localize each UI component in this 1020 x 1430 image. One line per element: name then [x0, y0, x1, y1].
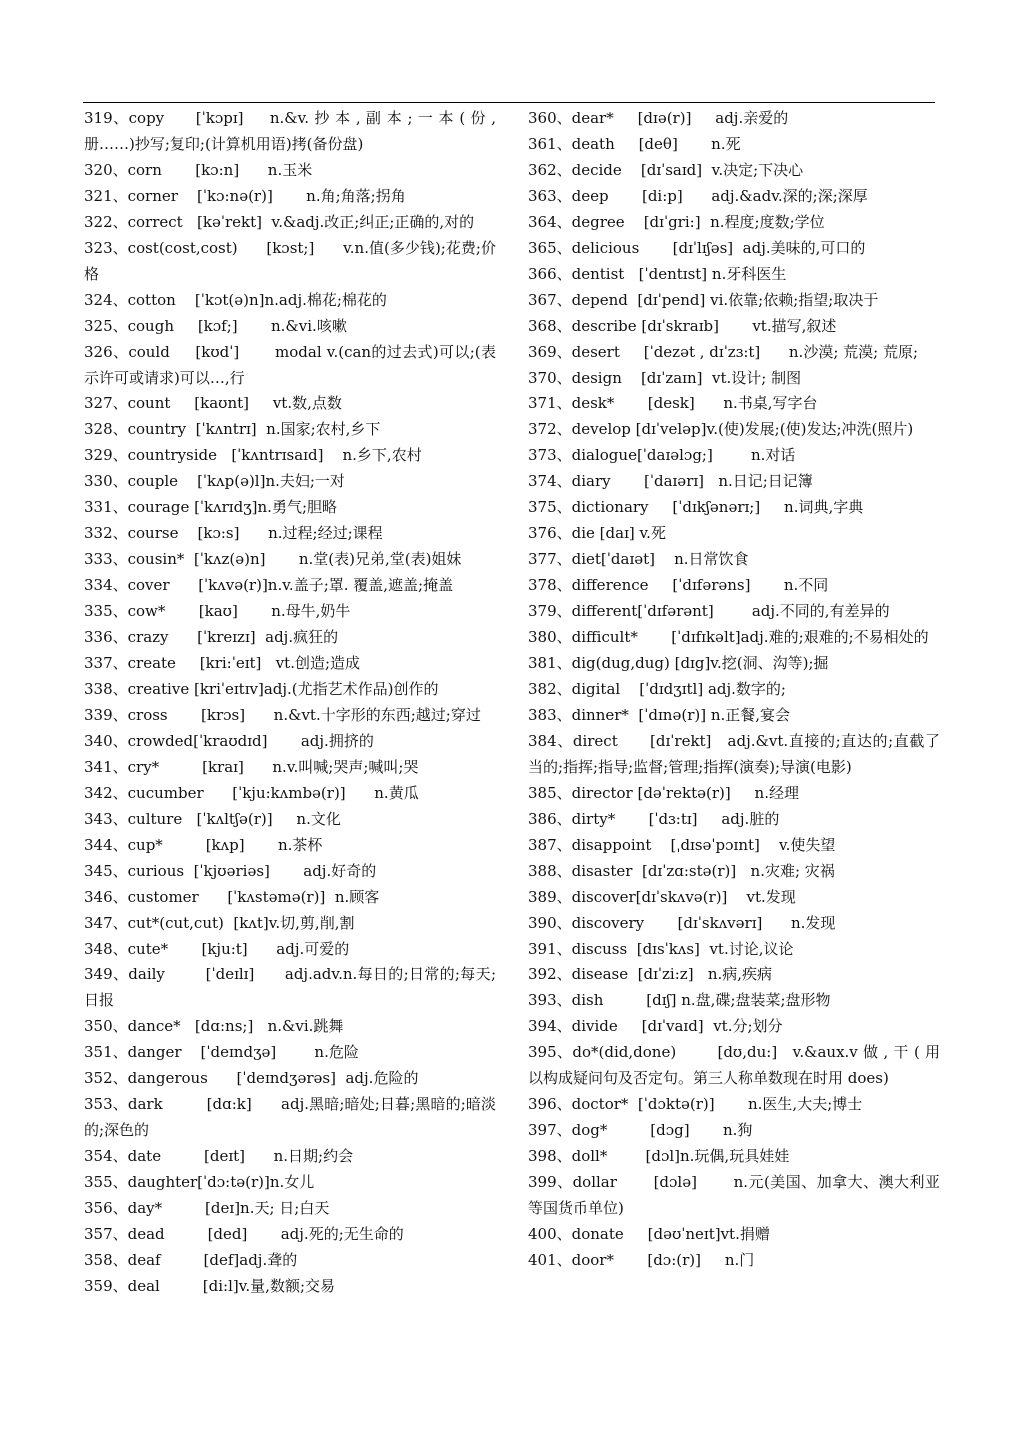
vocabulary-entry: 361、death [deθ] n.死 [528, 134, 741, 153]
vocabulary-entry: 397、dog* [dɔg] n.狗 [528, 1121, 753, 1140]
vocabulary-entry: 347、cut*(cut,cut) [kʌt]v.切,剪,削,割 [84, 913, 355, 932]
vocabulary-entry: 331、courage [ˈkʌrɪdʒ]n.勇气;胆略 [84, 498, 337, 517]
vocabulary-entry: 371、desk* [desk] n.书桌,写字台 [528, 394, 818, 413]
vocabulary-entry: 387、disappoint [ˌdɪsəˈpɔɪnt] v.使失望 [528, 835, 836, 854]
vocabulary-entry: 382、digital [ˈdɪdʒɪtl] adj.数字的; [528, 679, 786, 698]
vocabulary-entry: 398、doll* [dɔl]n.玩偶,玩具娃娃 [528, 1147, 790, 1166]
vocabulary-entry: 390、discovery [dɪˈskʌvərɪ] n.发现 [528, 913, 836, 932]
vocabulary-entry: 325、cough [kɔf;] n.&vi.咳嗽 [84, 316, 347, 335]
vocabulary-entry: 349、daily [ˈdeɪlɪ] adj.adv.n.每日的;日常的;每天;日报 [84, 965, 496, 1010]
vocabulary-entry: 330、couple [ˈkʌp(ə)l]n.夫妇;一对 [84, 472, 345, 491]
vocabulary-entry: 362、decide [dɪˈsaɪd] v.决定;下决心 [528, 160, 804, 179]
vocabulary-entry: 320、corn [kɔ:n] n.玉米 [84, 160, 313, 179]
vocabulary-entry: 400、donate [dəʊˈneɪt]vt.捐赠 [528, 1224, 770, 1243]
vocabulary-entry: 395、do*(did,done) [dʊ,du:] v.&aux.v 做 , 干 ( 用 以构成疑问句及否定句。第三人称单数现在时用 does) [528, 1043, 940, 1088]
vocabulary-entry: 335、cow* [kaʊ] n.母牛,奶牛 [84, 602, 351, 621]
vocabulary-entry: 394、divide [dɪˈvaɪd] vt.分;划分 [528, 1017, 783, 1036]
vocabulary-entry: 383、dinner* [ˈdɪnə(r)] n.正餐,宴会 [528, 705, 791, 724]
vocabulary-entry: 326、could [kʊdˈ] modal v.(can的过去式)可以;(表示许可或请求)可以…,行 [84, 342, 496, 387]
vocabulary-entry: 376、die [daɪ] v.死 [528, 524, 666, 543]
vocabulary-entry: 372、develop [dɪˈveləp]v.(使)发展;(使)发达;冲洗(照片) [528, 420, 914, 439]
vocabulary-entry: 363、deep [di:p] adj.&adv.深的;深;深厚 [528, 186, 868, 205]
vocabulary-entry: 353、dark [dɑ:k] adj.黑暗;暗处;日暮;黑暗的;暗淡的;深色的 [84, 1095, 496, 1140]
vocabulary-entry: 340、crowded[ˈkraʊdɪd] adj.拥挤的 [84, 731, 374, 750]
vocabulary-entry: 360、dear* [dɪə(r)] adj.亲爱的 [528, 109, 789, 127]
vocabulary-entry: 339、cross [krɔs] n.&vt.十字形的东西;越过;穿过 [84, 705, 481, 724]
vocabulary-entry: 388、disaster [dɪˈzɑ:stə(r)] n.灾难; 灾祸 [528, 861, 835, 880]
vocabulary-entry: 373、dialogue[ˈdaɪəlɔg;] n.对话 [528, 446, 796, 465]
vocabulary-entry: 396、doctor* [ˈdɔktə(r)] n.医生,大夫;博士 [528, 1095, 863, 1114]
vocabulary-entry: 343、culture [ˈkʌltʃə(r)] n.文化 [84, 809, 341, 828]
vocabulary-entry: 385、director [dəˈrektə(r)] n.经理 [528, 783, 799, 802]
vocabulary-entry: 393、dish [dɪʃ] n.盘,碟;盘装菜;盘形物 [528, 991, 831, 1010]
vocabulary-entry: 369、desert [ˈdezət , dɪˈzɜ:t] n.沙漠; 荒漠; 荒原; [528, 342, 919, 361]
vocabulary-entry: 342、cucumber [ˈkju:kʌmbə(r)] n.黄瓜 [84, 783, 419, 802]
vocabulary-column-right [528, 106, 940, 1274]
vocabulary-entry: 319、copy [ˈkɔpɪ] n.&v. 抄 本 , 副 本 ; 一 本 ( 份 , 册……)抄写;复印;(计算机用语)拷(备份盘) [84, 109, 496, 153]
vocabulary-entry: 366、dentist [ˈdentɪst] n.牙科医生 [528, 264, 787, 283]
vocabulary-entry: 401、door* [dɔ:(r)] n.门 [528, 1250, 755, 1269]
vocabulary-entry: 378、difference [ˈdɪfərəns] n.不同 [528, 576, 829, 595]
vocabulary-entry: 344、cup* [kʌp] n.茶杯 [84, 835, 323, 854]
vocabulary-entry: 364、degree [dɪˈgri:] n.程度;度数;学位 [528, 212, 825, 231]
vocabulary-entry: 333、cousin* [ˈkʌz(ə)n] n.堂(表)兄弟,堂(表)姐妹 [84, 550, 462, 569]
vocabulary-entry: 329、countryside [ˈkʌntrɪsaɪd] n.乡下,农村 [84, 446, 422, 465]
vocabulary-entry: 399、dollar [dɔlə] n.元(美国、加拿大、澳大利亚等国货币单位) [528, 1173, 940, 1218]
vocabulary-entry: 392、disease [dɪˈzi:z] n.病,疾病 [528, 965, 773, 984]
vocabulary-column-left [84, 106, 496, 1300]
vocabulary-entry: 321、corner [ˈkɔ:nə(r)] n.角;角落;拐角 [84, 186, 406, 205]
vocabulary-entry: 332、course [kɔ:s] n.过程;经过;课程 [84, 524, 383, 543]
vocabulary-entry: 354、date [deɪt] n.日期;约会 [84, 1147, 354, 1166]
vocabulary-entry: 374、diary [ˈdaɪərɪ] n.日记;日记簿 [528, 472, 813, 491]
vocabulary-entry: 350、dance* [dɑ:ns;] n.&vi.跳舞 [84, 1017, 344, 1036]
vocabulary-entry: 351、danger [ˈdeɪndʒə] n.危险 [84, 1043, 359, 1062]
vocabulary-entry: 358、deaf [def]adj.聋的 [84, 1250, 298, 1269]
vocabulary-entry: 346、customer [ˈkʌstəmə(r)] n.顾客 [84, 887, 380, 906]
vocabulary-entry: 368、describe [dɪˈskraɪb] vt.描写,叙述 [528, 316, 837, 335]
vocabulary-entry: 384、direct [dɪˈrekt] adj.&vt.直接的;直达的;直截了当的;指挥;指导;监督;管理;指挥(演奏);导演(电影) [528, 731, 940, 776]
vocabulary-entry: 348、cute* [kju:t] adj.可爱的 [84, 939, 350, 958]
vocabulary-entry: 391、discuss [dɪsˈkʌs] vt.讨论,议论 [528, 939, 794, 958]
vocabulary-entry: 323、cost(cost,cost) [kɔst;] v.n.值(多少钱);花费;价格 [84, 238, 496, 283]
vocabulary-entry: 389、discover[dɪˈskʌvə(r)] vt.发现 [528, 887, 796, 906]
vocabulary-entry: 324、cotton [ˈkɔt(ə)n]n.adj.棉花;棉花的 [84, 290, 387, 309]
vocabulary-entry: 352、dangerous [ˈdeɪndʒərəs] adj.危险的 [84, 1069, 419, 1088]
vocabulary-entry: 380、difficult* [ˈdɪfɪkəlt]adj.难的;艰难的;不易相处的 [528, 628, 929, 647]
vocabulary-entry: 355、daughter[ˈdɔ:tə(r)]n.女儿 [84, 1173, 315, 1192]
vocabulary-entry: 328、country [ˈkʌntrɪ] n.国家;农村,乡下 [84, 420, 381, 439]
vocabulary-entry: 341、cry* [kraɪ] n.v.叫喊;哭声;喊叫;哭 [84, 757, 419, 776]
vocabulary-entry: 365、delicious [dɪˈlɪʃəs] adj.美味的,可口的 [528, 238, 866, 257]
vocabulary-entry: 359、deal [di:l]v.量,数额;交易 [84, 1276, 336, 1295]
vocabulary-entry: 336、crazy [ˈkreɪzɪ] adj.疯狂的 [84, 628, 339, 647]
vocabulary-entry: 337、create [kri:ˈeɪt] vt.创造;造成 [84, 654, 361, 673]
vocabulary-entry: 386、dirty* [ˈdɜ:tɪ] adj.脏的 [528, 809, 780, 828]
top-rule [83, 102, 935, 103]
vocabulary-entry: 327、count [kaʊnt] vt.数,点数 [84, 394, 342, 413]
vocabulary-entry: 334、cover [ˈkʌvə(r)]n.v.盖子;罩. 覆盖,遮盖;掩盖 [84, 576, 454, 595]
vocabulary-entry: 375、dictionary [ˈdɪkʃənərɪ;] n.词典,字典 [528, 498, 864, 517]
vocabulary-entry: 379、different[ˈdɪfərənt] adj.不同的,有差异的 [528, 602, 890, 621]
vocabulary-entry: 370、design [dɪˈzaɪn] vt.设计; 制图 [528, 368, 802, 387]
vocabulary-entry: 377、diet[ˈdaɪət] n.日常饮食 [528, 550, 749, 569]
vocabulary-entry: 345、curious [ˈkjʊəriəs] adj.好奇的 [84, 861, 377, 880]
vocabulary-entry: 338、creative [kriˈeɪtɪv]adj.(尤指艺术作品)创作的 [84, 679, 439, 698]
vocabulary-entry: 381、dig(dug,dug) [dɪg]v.挖(洞、沟等);掘 [528, 654, 829, 673]
vocabulary-entry: 357、dead [ded] adj.死的;无生命的 [84, 1224, 404, 1243]
vocabulary-entry: 322、correct [kəˈrekt] v.&adj.改正;纠正;正确的,对的 [84, 212, 475, 231]
vocabulary-entry: 367、depend [dɪˈpend] vi.依靠;依赖;指望;取决于 [528, 290, 879, 309]
vocabulary-entry: 356、day* [deɪ]n.天; 日;白天 [84, 1199, 330, 1218]
